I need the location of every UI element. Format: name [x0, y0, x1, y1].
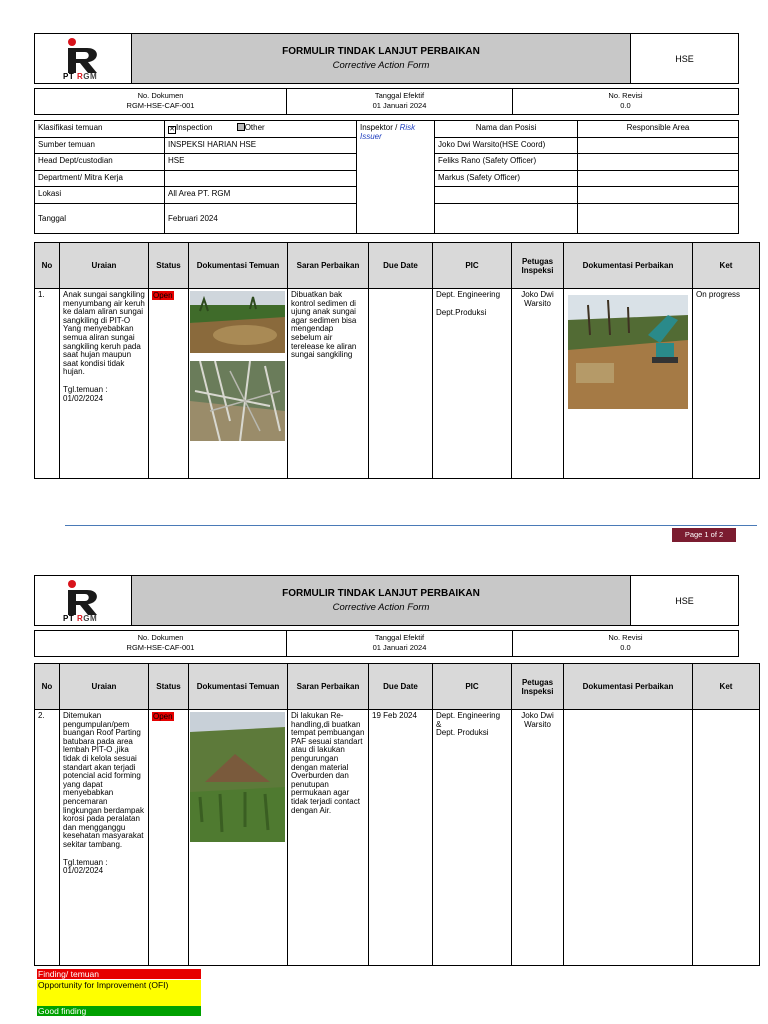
- col-due: Due Date: [369, 664, 433, 710]
- finding-petugas: Joko Dwi Warsito: [512, 710, 564, 966]
- inspector-name: Joko Dwi Warsito(HSE Coord): [435, 137, 578, 154]
- col-dok-temuan: Dokumentasi Temuan: [189, 243, 288, 289]
- klasifikasi-options: ✕Inspection Other: [165, 121, 357, 138]
- finding-status: [149, 710, 189, 966]
- area-cell: [578, 170, 739, 187]
- table-row: [35, 710, 760, 966]
- page-divider: [65, 525, 757, 526]
- inspector-name: Feliks Rano (Safety Officer): [435, 154, 578, 171]
- tanggal-value: Februari 2024: [165, 203, 357, 233]
- perbaikan-photo-cell: [564, 710, 693, 966]
- form-subtitle: Corrective Action Form: [332, 602, 430, 613]
- finding-status: [149, 289, 189, 479]
- other-checkbox[interactable]: [237, 123, 245, 131]
- finding-photo-cell: [189, 710, 288, 966]
- finding-uraian: Anak sungai sangkiling menyumbang air keruh ke dalam aliran sungai sangkiling di PIT-O Yang menyebabkan semua aliran sungai sangkiling keruh pada saat hujan maupun saat kondisi tidak hujan. Tgl.temuan : 01/02/2024: [60, 289, 149, 479]
- col-uraian: Uraian: [60, 243, 149, 289]
- eff-date-cell: Tanggal Efektif 01 Januari 2024: [287, 89, 513, 115]
- col-status: Status: [149, 243, 189, 289]
- inspection-checkbox[interactable]: ✕: [169, 126, 175, 133]
- tanggal-label: Tanggal: [35, 203, 165, 233]
- area-cell: [578, 137, 739, 154]
- col-ket: Ket: [693, 243, 760, 289]
- col-uraian: Uraian: [60, 664, 149, 710]
- form-header-2: [34, 575, 739, 626]
- col-pic: PIC: [433, 243, 512, 289]
- lokasi-label: Lokasi: [35, 187, 165, 204]
- rev-cell: No. Revisi 0.0: [513, 631, 739, 657]
- doc-no-cell: No. Dokumen RGM-HSE-CAF-001: [35, 631, 287, 657]
- inspector-name: [435, 187, 578, 204]
- finding-pic: Dept. Engineering & Dept. Produksi: [433, 710, 512, 966]
- head-label: Head Dept/custodian: [35, 154, 165, 171]
- finding-photo: [190, 361, 285, 441]
- legend-finding: Finding/ temuan: [37, 969, 201, 979]
- head-value: HSE: [165, 154, 357, 171]
- eff-date-cell: Tanggal Efektif 01 Januari 2024: [287, 631, 513, 657]
- table-row: [35, 289, 760, 479]
- page-indicator: Page 1 of 2: [672, 528, 736, 542]
- col-dok-perbaikan: Dokumentasi Perbaikan: [564, 243, 693, 289]
- col-dok-perbaikan: Dokumentasi Perbaikan: [564, 664, 693, 710]
- doc-info-row-2: [34, 630, 739, 657]
- finding-petugas: Joko Dwi Warsito: [512, 289, 564, 479]
- finding-saran: Di lakukan Re-handling,di buatkan tempat pembuangan PAF sesuai standart atau di lakukan pengurungan dengan material Overburden dan penutupan permukaan agar tidak terjadi contact dengan Air.: [288, 710, 369, 966]
- form-title: FORMULIR TINDAK LANJUT PERBAIKAN: [282, 46, 480, 57]
- nama-posisi-header: Nama dan Posisi: [435, 121, 578, 138]
- form-title-cell: [132, 576, 631, 626]
- finding-photo: [190, 291, 285, 353]
- klasifikasi-label: Klasifikasi temuan: [35, 121, 165, 138]
- finding-due: 19 Feb 2024: [369, 710, 433, 966]
- finding-saran: Dibuatkan bak kontrol sedimen di ujung anak sungai agar sedimen bisa mengendap sebelum air terelease ke aliran sungai sangkiling: [288, 289, 369, 479]
- finding-uraian: Ditemukan pengumpulan/pem buangan Roof Parting batubara pada area lembah PIT-O ,jika tidak di kelola sesuai standart akan terjadi potencial acid forming yang dapat menyebabkan pencemaran lingkungan berdampak korosi pada peralatan dan mengganggu kesehatan masyarakat sekitar tambang. Tgl.temuan : 01/02/2024: [60, 710, 149, 966]
- findings-table-1: [34, 242, 760, 479]
- company-logo: [35, 576, 132, 626]
- company-logo: [35, 34, 132, 84]
- col-status: Status: [149, 664, 189, 710]
- dept-hse: HSE: [631, 576, 739, 626]
- legend-good: Good finding: [37, 1006, 201, 1016]
- rev-cell: No. Revisi 0.0: [513, 89, 739, 115]
- form-subtitle: Corrective Action Form: [332, 60, 430, 71]
- sumber-value: INSPEKSI HARIAN HSE: [165, 137, 357, 154]
- doc-no-cell: No. Dokumen RGM-HSE-CAF-001: [35, 89, 287, 115]
- perbaikan-photo-cell: [564, 289, 693, 479]
- status-badge: Open: [153, 712, 173, 721]
- form-title-cell: [132, 34, 631, 84]
- finding-no: 2.: [35, 710, 60, 966]
- finding-no: 1.: [35, 289, 60, 479]
- dept-hse: HSE: [631, 34, 739, 84]
- col-saran: Saran Perbaikan: [288, 243, 369, 289]
- col-due: Due Date: [369, 243, 433, 289]
- logo-text: PT RGM: [63, 72, 98, 81]
- finding-photo-cell: [189, 289, 288, 479]
- finding-ket: On progress: [693, 289, 760, 479]
- col-ket: Ket: [693, 664, 760, 710]
- col-petugas: Petugas Inspeksi: [512, 243, 564, 289]
- legend-ofi: Opportunity for Improvement (OFI): [37, 980, 201, 1006]
- doc-info-row-1: [34, 88, 739, 115]
- col-pic: PIC: [433, 664, 512, 710]
- finding-photo: [190, 712, 285, 842]
- area-cell: [578, 187, 739, 204]
- col-no: No: [35, 664, 60, 710]
- dept-label: Department/ Mitra Kerja: [35, 170, 165, 187]
- sumber-label: Sumber temuan: [35, 137, 165, 154]
- logo-text: PT RGM: [63, 614, 98, 623]
- status-badge: Open: [153, 291, 173, 300]
- finding-ket: [693, 710, 760, 966]
- finding-due: [369, 289, 433, 479]
- dept-value: [165, 170, 357, 187]
- inspektor-label: Inspektor / Risk Issuer: [357, 121, 435, 234]
- lokasi-value: All Area PT. RGM: [165, 187, 357, 204]
- col-dok-temuan: Dokumentasi Temuan: [189, 664, 288, 710]
- area-cell: [578, 203, 739, 233]
- col-petugas: Petugas Inspeksi: [512, 664, 564, 710]
- inspector-name: [435, 203, 578, 233]
- col-saran: Saran Perbaikan: [288, 664, 369, 710]
- info-table: [34, 120, 739, 234]
- finding-pic: Dept. Engineering Dept.Produksi: [433, 289, 512, 479]
- col-no: No: [35, 243, 60, 289]
- form-header-1: [34, 33, 739, 84]
- findings-table-2: [34, 663, 760, 966]
- form-title: FORMULIR TINDAK LANJUT PERBAIKAN: [282, 588, 480, 599]
- area-cell: [578, 154, 739, 171]
- responsible-area-header: Responsible Area: [578, 121, 739, 138]
- perbaikan-photo: [568, 295, 688, 409]
- inspector-name: Markus (Safety Officer): [435, 170, 578, 187]
